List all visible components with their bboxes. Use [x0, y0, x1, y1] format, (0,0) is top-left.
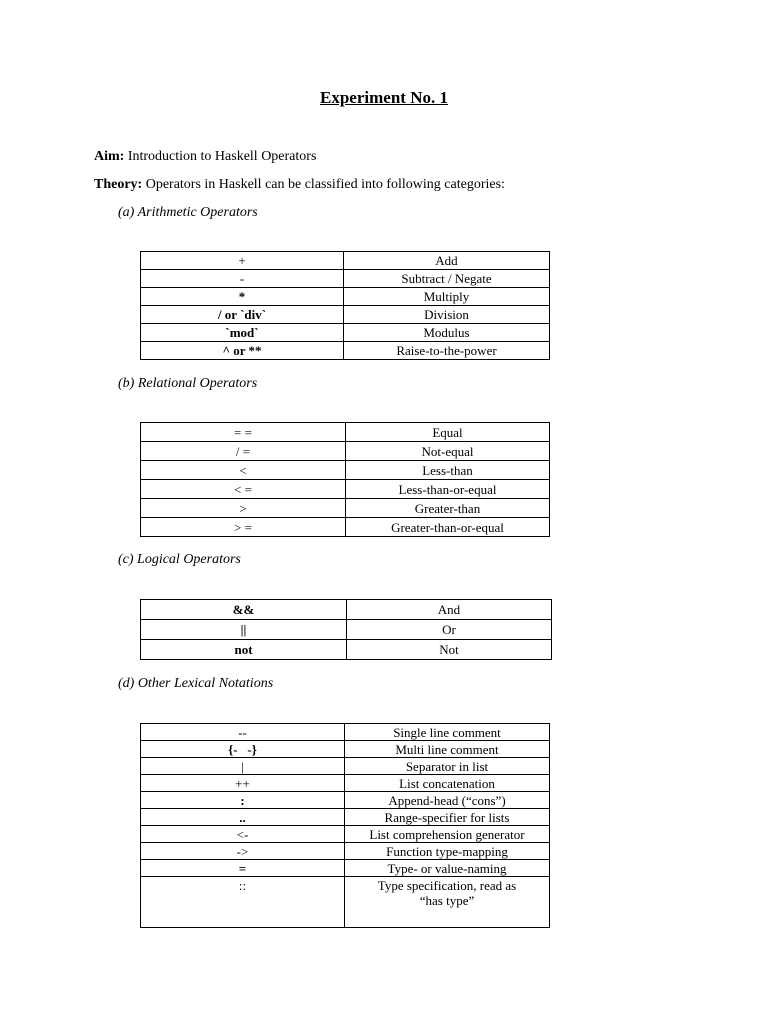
table-row	[141, 809, 550, 826]
operator-symbol: ..	[141, 809, 345, 826]
operator-meaning: Or	[347, 620, 552, 640]
operator-meaning: List concatenation	[345, 775, 550, 792]
operator-meaning: Less-than-or-equal	[346, 480, 550, 499]
theory-line	[94, 176, 505, 194]
table-row	[141, 342, 550, 360]
operator-meaning: Not-equal	[346, 442, 550, 461]
operator-symbol: -	[141, 270, 344, 288]
logical-table	[140, 599, 552, 660]
aim-line	[94, 148, 316, 166]
table-row	[141, 741, 550, 758]
operator-symbol: +	[141, 252, 344, 270]
table-row	[141, 877, 550, 928]
relational-table	[140, 422, 550, 537]
table-row	[141, 826, 550, 843]
operator-meaning: Type- or value-naming	[345, 860, 550, 877]
aim-label: Aim:	[94, 149, 125, 164]
operator-meaning: Single line comment	[345, 724, 550, 741]
operator-symbol: :	[141, 792, 345, 809]
page-title: Experiment No. 1	[320, 88, 448, 107]
operator-symbol: &&	[141, 600, 347, 620]
operator-symbol: ^ or **	[141, 342, 344, 360]
table-row	[141, 423, 550, 442]
operator-symbol: not	[141, 640, 347, 660]
operator-meaning: Subtract / Negate	[344, 270, 550, 288]
table-row	[141, 252, 550, 270]
operator-symbol: >	[141, 499, 346, 518]
operator-meaning: Multiply	[344, 288, 550, 306]
operator-symbol: <-	[141, 826, 345, 843]
operator-meaning: Function type-mapping	[345, 843, 550, 860]
table-row	[141, 640, 552, 660]
operator-meaning	[345, 877, 550, 928]
operator-meaning: Not	[347, 640, 552, 660]
operator-meaning: Modulus	[344, 324, 550, 342]
operator-meaning: Append-head (“cons”)	[345, 792, 550, 809]
operator-symbol: ++	[141, 775, 345, 792]
table-row	[141, 324, 550, 342]
operator-meaning: And	[347, 600, 552, 620]
theory-text: Operators in Haskell can be classified into following categories:	[145, 177, 505, 192]
table-row	[141, 843, 550, 860]
operator-meaning: Equal	[346, 423, 550, 442]
arithmetic-table	[140, 251, 550, 360]
table-row	[141, 620, 552, 640]
operator-symbol: = =	[141, 423, 346, 442]
table-row	[141, 480, 550, 499]
operator-symbol: > =	[141, 518, 346, 537]
table-row	[141, 792, 550, 809]
operator-symbol: `mod`	[141, 324, 344, 342]
operator-symbol: =	[141, 860, 345, 877]
operator-symbol: {- -}	[141, 741, 345, 758]
operator-symbol: / =	[141, 442, 346, 461]
aim-text: Introduction to Haskell Operators	[127, 149, 317, 164]
operator-symbol: ||	[141, 620, 347, 640]
meaning-line: “has type”	[419, 893, 475, 908]
operator-meaning: List comprehension generator	[345, 826, 550, 843]
table-row	[141, 288, 550, 306]
operator-meaning: Less-than	[346, 461, 550, 480]
operator-symbol: *	[141, 288, 344, 306]
operator-meaning: Multi line comment	[345, 741, 550, 758]
operator-symbol: / or `div`	[141, 306, 344, 324]
operator-meaning: Separator in list	[345, 758, 550, 775]
logical-heading: (c) Logical Operators	[118, 552, 241, 567]
arithmetic-heading: (a) Arithmetic Operators	[118, 205, 258, 220]
lexical-table	[140, 723, 550, 928]
theory-label: Theory:	[94, 177, 143, 192]
operator-meaning: Range-specifier for lists	[345, 809, 550, 826]
operator-symbol: ::	[141, 877, 345, 928]
operator-symbol: --	[141, 724, 345, 741]
operator-meaning: Greater-than-or-equal	[346, 518, 550, 537]
operator-meaning: Add	[344, 252, 550, 270]
table-row	[141, 461, 550, 480]
table-row	[141, 775, 550, 792]
meaning-line: Type specification, read as	[377, 878, 517, 893]
relational-heading: (b) Relational Operators	[118, 376, 258, 391]
table-row	[141, 270, 550, 288]
operator-symbol: <	[141, 461, 346, 480]
operator-meaning: Greater-than	[346, 499, 550, 518]
table-row	[141, 724, 550, 741]
lexical-heading: (d) Other Lexical Notations	[118, 676, 274, 691]
table-row	[141, 499, 550, 518]
table-row	[141, 518, 550, 537]
table-row	[141, 600, 552, 620]
operator-meaning: Raise-to-the-power	[344, 342, 550, 360]
operator-symbol: < =	[141, 480, 346, 499]
operator-meaning: Division	[344, 306, 550, 324]
table-row	[141, 442, 550, 461]
operator-symbol: |	[141, 758, 345, 775]
table-row	[141, 860, 550, 877]
table-row	[141, 758, 550, 775]
table-row	[141, 306, 550, 324]
operator-symbol: ->	[141, 843, 345, 860]
